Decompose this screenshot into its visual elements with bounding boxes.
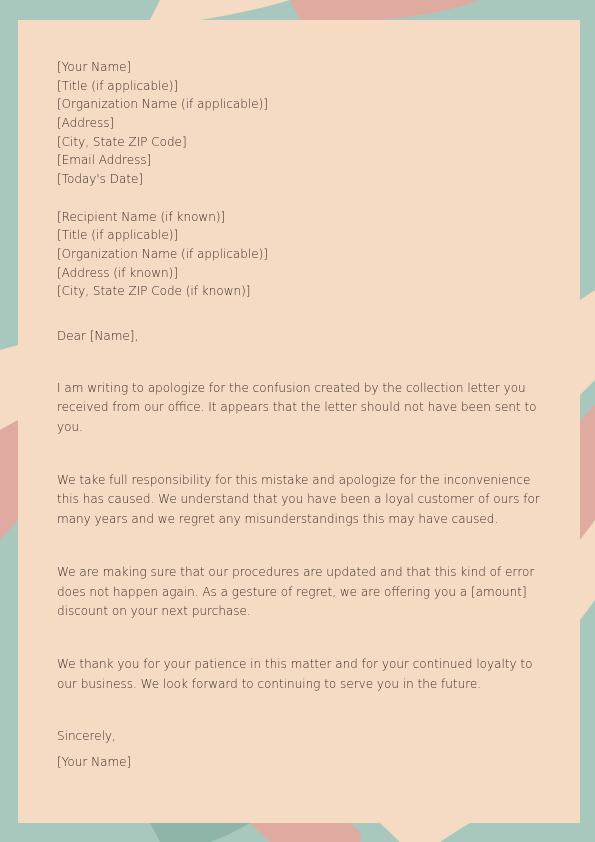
body-paragraph-2: We take full responsibility for this mistake and apologize for the inconvenience this has caused. We understand that you have been a loyal customer of ours for many years and we regret any misunderstandings this may have caused. (57, 472, 540, 527)
letter-page (18, 20, 580, 823)
body-paragraph-1: I am writing to apologize for the confusion created by the collection letter you received from our office. It appears that the letter should not have been sent to you. (57, 380, 537, 435)
sender-block (57, 58, 547, 189)
recipient-name: [Recipient Name (if known)] (57, 209, 226, 224)
sender-date: [Today's Date] (57, 172, 144, 187)
recipient-block (57, 208, 547, 301)
sender-name: [Your Name] (57, 60, 132, 74)
greeting: Dear [Name], (57, 328, 139, 343)
body-paragraph-3: We are making sure that our procedures are updated and that this kind of error does not happen again. As a gesture of regret, we are offering you a [amount] discount on your next purchase. (57, 564, 535, 619)
sender-city-state-zip: [City, State ZIP Code] (57, 134, 187, 149)
signature-name: [Your Name] (57, 755, 132, 770)
sender-title: [Title (if applicable)] (57, 78, 179, 93)
recipient-city-state-zip: [City, State ZIP Code (if known)] (57, 284, 251, 299)
closing: Sincerely, (57, 729, 116, 744)
recipient-organization: [Organization Name (if applicable)] (57, 246, 268, 261)
recipient-title: [Title (if applicable)] (57, 228, 179, 243)
letter-content (57, 58, 547, 772)
sender-email: [Email Address] (57, 153, 152, 168)
sender-address: [Address] (57, 116, 115, 131)
sender-organization: [Organization Name (if applicable)] (57, 97, 268, 112)
body-paragraph-4: We thank you for your patience in this matter and for your continued loyalty to our business. We look forward to continuing to serve you in the future. (57, 656, 533, 691)
recipient-address: [Address (if known)] (57, 265, 179, 280)
